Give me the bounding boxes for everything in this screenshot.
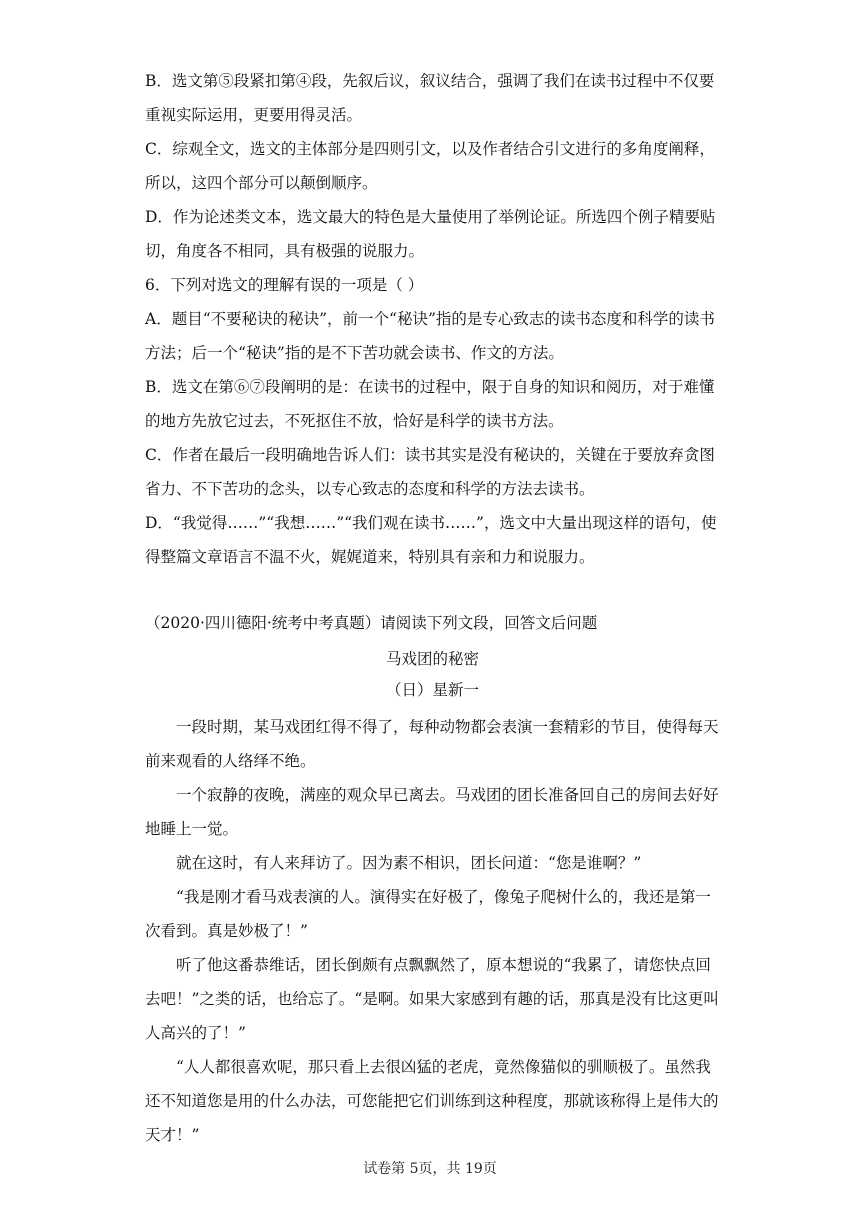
story-author: （日）星新一 — [385, 681, 479, 699]
q5-option-d: D．作为论述类文本，选文最大的特色是大量使用了举例论证。所选四个例子精要贴切，角度各不相同，具有极强的说服力。 — [145, 208, 716, 260]
story-paragraph: 就在这时，有人来拜访了。因为素不相识，团长问道：“您是谁啊？” — [176, 854, 642, 872]
q6-option-d: D．“我觉得……”“我想……”“我们观在读书……”，选文中大量出现这样的语句，使得整篇文章语言不温不火，娓娓道来，特别具有亲和力和说服力。 — [145, 514, 717, 566]
q6-stem: 6．下列对选文的理解有误的一项是（ ） — [145, 276, 424, 294]
page-footer: 试卷第 5页，共 19页 — [363, 1161, 497, 1177]
story-paragraph: 一个寂静的夜晚，满座的观众早已离去。马戏团的团长准备回自己的房间去好好地睡上一觉。 — [145, 786, 719, 838]
story-paragraph: 听了他这番恭维话，团长倒颇有点飘飘然了，原本想说的“我累了，请您快点回去吧！”之类的话，也给忘了。“是啊。如果大家感到有趣的话，那真是没有比这更叫人高兴的了！” — [145, 956, 719, 1042]
story-title: 马戏团的秘密 — [385, 650, 479, 668]
section-intro: （2020·四川德阳·统考中考真题）请阅读下列文段，回答文后问题 — [145, 614, 598, 632]
story-paragraph: “人人都很喜欢呢，那只看上去很凶猛的老虎，竟然像猫似的驯顺极了。虽然我还不知道您是用的什么办法，可您能把它们训练到这种程度，那就该称得上是伟大的天才！” — [145, 1058, 719, 1144]
q6-option-b: B．选文在第⑥⑦段阐明的是：在读书的过程中，限于自身的知识和阅历，对于难懂的地方先放它过去，不死抠住不放，恰好是科学的读书方法。 — [145, 378, 715, 430]
q5-option-c: C．综观全文，选文的主体部分是四则引文，以及作者结合引文进行的多角度阐释，所以，这四个部分可以颠倒顺序。 — [145, 140, 715, 192]
q5-option-b: B．选文第⑤段紧扣第④段，先叙后议，叙议结合，强调了我们在读书过程中不仅要重视实际运用，更要用得灵活。 — [145, 72, 715, 124]
q6-option-a: A．题目“不要秘诀的秘诀”，前一个“秘诀”指的是专心致志的读书态度和科学的读书方法；后一个“秘诀”指的是不下苦功就会读书、作文的方法。 — [145, 310, 715, 362]
story-paragraph: 一段时期，某马戏团红得不得了，每种动物都会表演一套精彩的节目，使得每天前来观看的人络绎不绝。 — [145, 718, 719, 770]
story-paragraph: “我是刚才看马戏表演的人。演得实在好极了，像兔子爬树什么的，我还是第一次看到。真是妙极了！” — [145, 888, 711, 940]
q6-option-c: C．作者在最后一段明确地告诉人们：读书其实是没有秘诀的，关键在于要放弃贪图省力、不下苦功的念头，以专心致志的态度和科学的方法去读书。 — [145, 446, 715, 498]
